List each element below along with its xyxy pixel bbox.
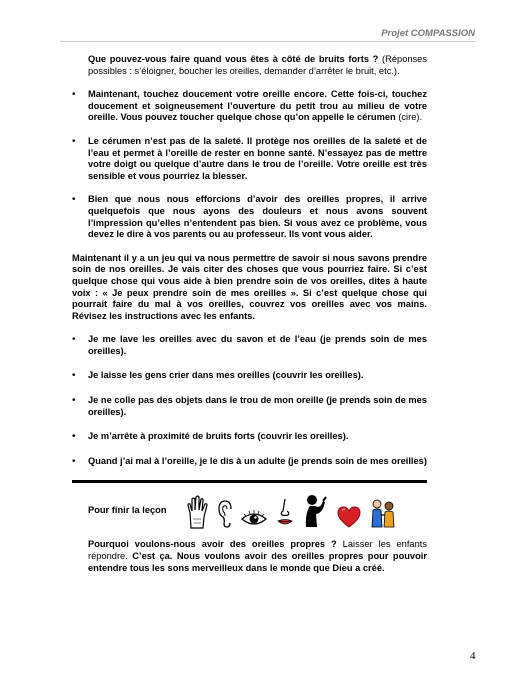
intro-question-rest: (Réponses possibles : s’éloigner, boucher les oreilles, demander d’arrêter le bruit, etc.). — [88, 54, 428, 76]
nose-mouth-icon — [274, 497, 296, 529]
statement-text: Je me lave les oreilles avec du savon et de l’eau (je prends soin de mes oreilles). — [88, 334, 427, 356]
section-divider — [72, 480, 427, 483]
bullet-icon: • — [72, 431, 76, 443]
children-icon — [368, 497, 398, 529]
list-item — [72, 136, 427, 182]
closing-question-bold: Pourquoi voulons-nous avoir des oreilles propres ? — [88, 539, 337, 550]
statement-list — [72, 334, 427, 467]
senses-icon-row — [186, 491, 398, 529]
praying-person-icon — [302, 493, 330, 529]
page-content — [72, 54, 427, 586]
ear-icon — [216, 499, 234, 529]
closing-answer: C’est ça. Nous voulons avoir des oreilles propres pour pouvoir entendre tous les sons merveilleux dans le monde que Dieu a créé. — [88, 551, 427, 573]
bullet-text-bold: Le cérumen n’est pas de la saleté. Il protège nos oreilles de la saleté et de l’eau et permet à l’oreille de rester en bonne santé. N’essayez pas de mettre votre doigt ou quelque d’autre dans le trou de l’oreille. Votre oreille est très sensible et vous pourriez la blesser. — [88, 135, 427, 181]
bullet-icon: • — [72, 89, 76, 101]
intro-question — [72, 54, 427, 77]
bullet-icon: • — [72, 334, 76, 346]
bullet-icon: • — [72, 194, 76, 206]
bullet-icon: • — [72, 370, 76, 382]
bullet-icon: • — [72, 395, 76, 407]
list-item — [72, 370, 427, 382]
game-instructions: Maintenant il y a un jeu qui va nous permettre de savoir si nous savons prendre soin de nos oreilles. Je vais citer des choses que vous pourriez faire. Si c’est quelque chose qui vous aide à bien prendre soin de vos oreilles, dites à haute voix : « Je peux prendre soin de mes oreilles ». Si c’est quelque chose qui pourrait faire du mal à vos oreilles, couvrez vos oreilles avec vos mains. Révisez les instructions avec les enfants. — [72, 252, 427, 321]
statement-text: Je m’arrête à proximité de bruits forts (couvrir les oreilles). — [88, 431, 349, 442]
closing-question — [72, 539, 427, 574]
closing-title: Pour finir la leçon — [88, 504, 167, 515]
list-item — [72, 334, 427, 357]
bullet-text-bold: Maintenant, touchez doucement votre oreille encore. Cette fois-ci, touchez doucement et soigneusement l’ouverture du petit trou au milieu de votre oreille. Vous pouvez toucher quelque chose qu’on appelle le cérumen — [88, 89, 427, 123]
header-divider — [60, 41, 475, 42]
list-item — [72, 456, 427, 468]
statement-text: Je laisse les gens crier dans mes oreilles (couvrir les oreilles). — [88, 370, 364, 381]
eye-icon — [240, 509, 268, 529]
list-item — [72, 89, 427, 124]
list-item — [72, 395, 427, 418]
document-header: Projet COMPASSION — [381, 28, 475, 39]
list-item — [72, 194, 427, 240]
bullet-text-bold: Bien que nous nous efforcions d’avoir des oreilles propres, il arrive quelquefois que nous ayons des douleurs et nous avons souvent l’impression qu’elles n’entendent pas bien. Si vous avez ce problème, vous devez le dire à vos parents ou au professeur. Ils vont vous aider. — [88, 194, 427, 240]
statement-text: Je ne colle pas des objets dans le trou de mon oreille (je prends soin de mes oreilles). — [88, 395, 427, 417]
hand-icon — [186, 495, 210, 529]
statement-text: Quand j’ai mal à l’oreille, je le dis à un adulte (je prends soin de mes oreilles) — [88, 455, 427, 466]
bullet-text-rest: (cire). — [395, 112, 423, 123]
page-number: 4 — [470, 650, 476, 662]
bullet-icon: • — [72, 455, 76, 467]
intro-question-bold: Que pouvez-vous faire quand vous êtes à côté de bruits forts ? — [88, 54, 379, 64]
closing-header — [72, 491, 427, 529]
list-item — [72, 431, 427, 443]
closing-question-rest: Laisser les enfants répondre. — [88, 539, 427, 562]
bullet-icon: • — [72, 135, 76, 147]
heart-icon — [336, 505, 362, 529]
